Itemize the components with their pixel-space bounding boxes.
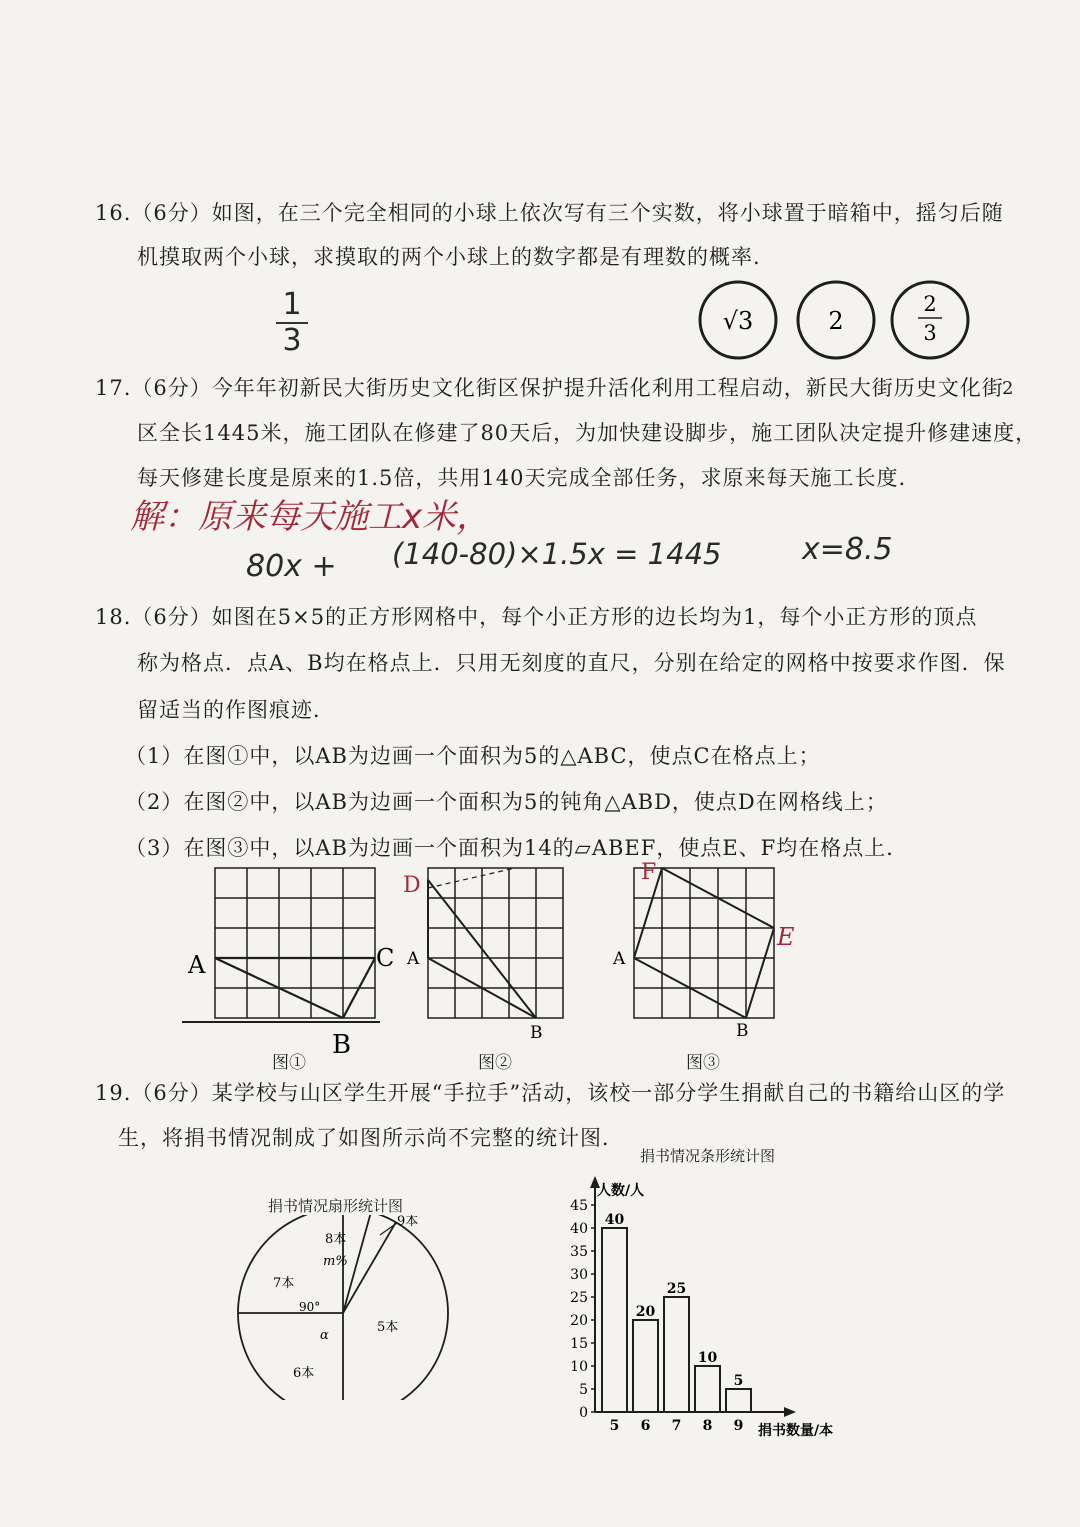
bar-chart [555, 1170, 865, 1445]
y-tick-label: 0 [579, 1405, 588, 1421]
parallelogram-abef [634, 868, 774, 1018]
x-axis-label: 捐书数量/本 [758, 1423, 834, 1439]
q18-item2: （2）在图②中，以AB为边画一个面积为5的钝角△ABD，使点D在网格线上； [125, 790, 888, 814]
fig2-caption: 图② [478, 1053, 512, 1073]
q16-line1: 16.（6分）如图，在三个完全相同的小球上依次写有三个实数，将小球置于暗箱中，摇匀后随 [95, 201, 1004, 225]
figure-1 [180, 860, 400, 1060]
fig3-caption: 图③ [686, 1053, 720, 1073]
fig2-label-a: A [407, 949, 420, 969]
fig1-label-c: C [376, 944, 395, 972]
q16-balls [690, 280, 980, 365]
pie-chart [225, 1215, 475, 1400]
figure-2 [395, 860, 595, 1040]
y-tick-label: 30 [570, 1267, 588, 1283]
y-tick-label: 20 [570, 1313, 588, 1329]
ball2-text: 2 [828, 307, 844, 335]
y-axis-label: 人数/人 [597, 1183, 645, 1199]
bar-value-label: 10 [697, 1350, 718, 1366]
q17-answer-result: x=8.5 [802, 532, 893, 567]
pie-label-m: m% [323, 1254, 348, 1269]
q16-line2: 机摸取两个小球，求摸取的两个小球上的数字都是有理数的概率. [137, 245, 761, 269]
y-tick-label: 15 [570, 1336, 588, 1352]
x-axis-arrow [784, 1407, 796, 1417]
pie-title: 捐书情况扇形统计图 [268, 1197, 404, 1215]
x-category-label: 8 [702, 1418, 713, 1434]
bar-8 [695, 1366, 720, 1412]
q17-answer-equation: (140-80)×1.5x = 1445 [392, 537, 722, 571]
fig3-label-f: F [641, 860, 657, 885]
x-category-label: 9 [733, 1418, 744, 1434]
q17-answer-intro: 解：原来每天施工x米， [130, 497, 491, 537]
q19-line1: 19.（6分）某学校与山区学生开展“手拉手”活动，该校一部分学生捐献自己的书籍给山区的学 [95, 1081, 1006, 1105]
y-tick-label: 35 [570, 1244, 588, 1260]
pie-label-8: 8本 [325, 1232, 347, 1247]
bar-7 [664, 1297, 689, 1412]
ball3-denominator: 3 [923, 321, 937, 345]
ball3-numerator: 2 [923, 292, 937, 316]
bar-chart-title: 捐书情况条形统计图 [640, 1147, 776, 1165]
q19-line2: 生，将捐书情况制成了如图所示尚不完整的统计图． [118, 1126, 624, 1150]
bar-value-label: 25 [666, 1281, 687, 1297]
q18-line3: 留适当的作图痕迹． [137, 698, 335, 722]
bar-value-label: 40 [604, 1212, 625, 1228]
q17-line2: 区全长1445米，施工团队在修建了80天后，为加快建设脚步，施工团队决定提升修建速度， [137, 421, 1038, 445]
bar-value-label: 20 [635, 1304, 656, 1320]
x-category-label: 5 [609, 1418, 620, 1434]
bar-6 [633, 1320, 658, 1412]
fig3-label-a: A [613, 949, 626, 969]
q18-line1: 18.（6分）如图在5×5的正方形网格中，每个小正方形的边长均为1，每个小正方形的顶点 [95, 605, 978, 629]
fig1-caption: 图① [272, 1053, 306, 1073]
q18-item1: （1）在图①中，以AB为边画一个面积为5的△ABC，使点C在格点上； [125, 744, 821, 768]
q17-line3: 每天修建长度是原来的1.5倍，共用140天完成全部任务，求原来每天施工长度. [137, 466, 907, 490]
y-tick-label: 40 [570, 1221, 588, 1237]
bar-5 [602, 1228, 627, 1412]
q16-answer-numerator: 1 [282, 287, 302, 322]
q16-answer-denominator: 3 [282, 323, 302, 358]
pie-label-7: 7本 [273, 1276, 295, 1291]
x-category-label: 6 [640, 1418, 651, 1434]
x-category-label: 7 [671, 1418, 682, 1434]
fig3-label-b: B [736, 1021, 749, 1040]
q18-item3: （3）在图③中，以AB为边画一个面积为14的▱ABEF，使点E、F均在格点上． [125, 836, 909, 860]
y-tick-label: 45 [570, 1198, 588, 1214]
y-tick-label: 10 [570, 1359, 588, 1375]
y-tick-label: 25 [570, 1290, 588, 1306]
pie-label-6: 6本 [293, 1366, 315, 1381]
fig2-label-b: B [530, 1023, 543, 1040]
pie-label-5: 5本 [377, 1320, 399, 1335]
bar-9 [726, 1389, 751, 1412]
q17-line1: 17.（6分）今年年初新民大街历史文化街区保护提升活化利用工程启动，新民大街历史文化街 [95, 376, 1004, 400]
pie-label-9: 9本 [397, 1215, 419, 1229]
q16-answer [272, 287, 312, 358]
pie-label-alpha: α [320, 1328, 329, 1343]
ball1-text: √3 [722, 307, 754, 335]
margin-mark: 2 [1002, 378, 1014, 399]
bar-value-label: 5 [733, 1373, 744, 1389]
q18-line2: 称为格点．点A、B均在格点上．只用无刻度的直尺，分别在给定的网格中按要求作图．保 [137, 651, 1006, 675]
fig1-label-a: A [188, 951, 206, 979]
pie-radius-9-5 [343, 1222, 396, 1313]
fig2-label-d: D [403, 873, 421, 898]
figure-3 [605, 855, 815, 1040]
fig1-label-b: B [332, 1030, 352, 1060]
fig3-label-e: E [777, 923, 795, 951]
q17-answer-term1: 80x + [246, 549, 337, 584]
y-tick-label: 5 [579, 1382, 588, 1398]
pie-label-90: 90° [299, 1300, 321, 1314]
